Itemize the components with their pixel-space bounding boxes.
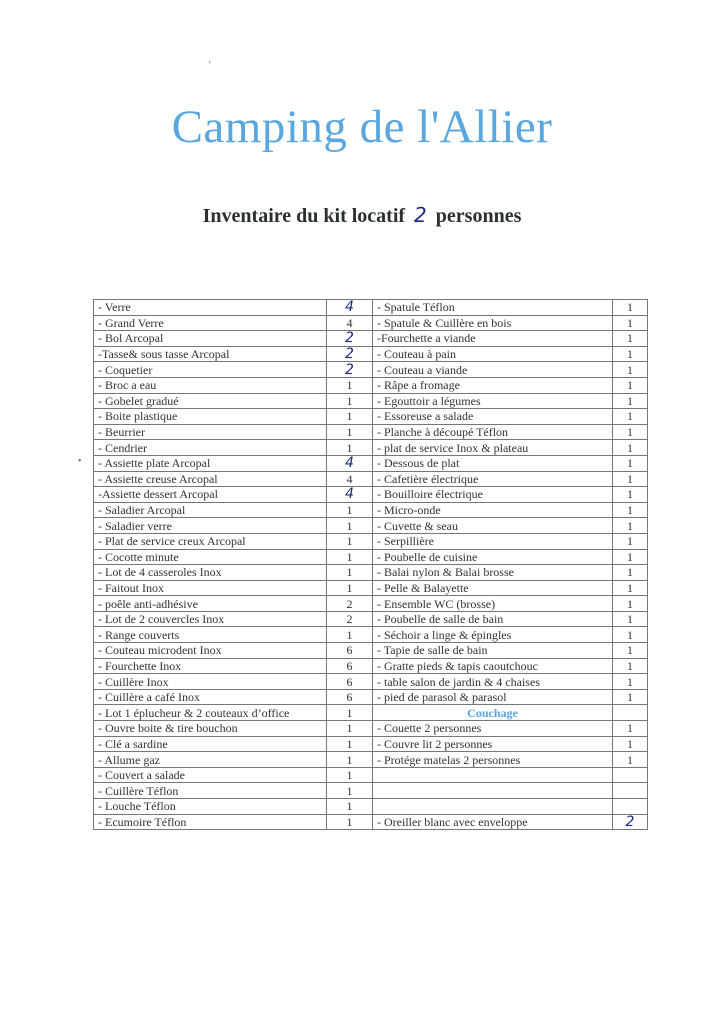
left-item-cell: - Range couverts [94, 627, 327, 643]
right-item-cell [373, 767, 613, 783]
right-qty-cell: 1 [613, 674, 648, 690]
table-row [94, 518, 648, 534]
left-qty-cell: 2 [327, 331, 373, 347]
right-qty-cell: 1 [613, 643, 648, 659]
left-qty-cell: 1 [327, 767, 373, 783]
table-row [94, 611, 648, 627]
right-item-cell: - Planche à découpé Téflon [373, 424, 613, 440]
right-item-cell [373, 799, 613, 815]
right-item-cell: - Egouttoir a légumes [373, 393, 613, 409]
left-item-cell: - Saladier verre [94, 518, 327, 534]
left-item-cell: - Couteau microdent Inox [94, 643, 327, 659]
left-qty-cell: 1 [327, 393, 373, 409]
right-item-cell: - Poubelle de cuisine [373, 549, 613, 565]
right-item-cell: - Pelle & Balayette [373, 580, 613, 596]
right-item-cell: - Couteau à pain [373, 346, 613, 362]
right-item-cell: - plat de service Inox & plateau [373, 440, 613, 456]
right-qty-cell [613, 767, 648, 783]
table-row [94, 409, 648, 425]
scan-speck: • [78, 456, 82, 467]
right-item-cell: - Séchoir a linge & épingles [373, 627, 613, 643]
table-row [94, 799, 648, 815]
left-qty-cell: 4 [327, 455, 373, 471]
left-qty-cell: 1 [327, 580, 373, 596]
left-qty-cell: 6 [327, 643, 373, 659]
subtitle-text-end: personnes [435, 205, 522, 227]
table-row [94, 455, 648, 471]
right-item-cell: - Oreiller blanc avec enveloppe [373, 814, 613, 830]
left-qty-cell: 1 [327, 783, 373, 799]
left-item-cell: - Allume gaz [94, 752, 327, 768]
table-row [94, 315, 648, 331]
left-qty-cell: 4 [327, 471, 373, 487]
table-row [94, 487, 648, 503]
table-row [94, 346, 648, 362]
page-title: Camping de l'Allier [171, 101, 553, 153]
left-item-cell: - Ecumoire Téflon [94, 814, 327, 830]
right-qty-cell: 1 [613, 424, 648, 440]
table-row [94, 643, 648, 659]
right-item-cell: - Bouilloire électrique [373, 487, 613, 503]
table-row [94, 596, 648, 612]
left-item-cell: -Assiette dessert Arcopal [94, 487, 327, 503]
right-qty-cell: 1 [613, 580, 648, 596]
right-qty-cell: 1 [613, 533, 648, 549]
subtitle-text: Inventaire du kit locatif [202, 205, 406, 227]
left-qty-cell: 2 [327, 596, 373, 612]
left-qty-cell: 1 [327, 424, 373, 440]
right-item-cell: - Couette 2 personnes [373, 721, 613, 737]
table-row [94, 674, 648, 690]
right-item-cell: - Couteau a viande [373, 362, 613, 378]
right-item-cell: - Cafetière électrique [373, 471, 613, 487]
left-item-cell: - Cuillère a café Inox [94, 689, 327, 705]
table-row [94, 331, 648, 347]
left-qty-cell: 1 [327, 721, 373, 737]
inventory-table [93, 299, 648, 830]
left-item-cell: - Broc a eau [94, 377, 327, 393]
right-qty-cell: 2 [613, 814, 648, 830]
right-qty-cell: 1 [613, 409, 648, 425]
right-item-cell: - Essoreuse a salade [373, 409, 613, 425]
right-item-cell: - Micro-onde [373, 502, 613, 518]
section-header-cell: Couchage [373, 705, 613, 721]
right-qty-cell: 1 [613, 502, 648, 518]
left-qty-cell: 1 [327, 565, 373, 581]
left-item-cell: - Lot de 2 couvercles Inox [94, 611, 327, 627]
left-item-cell: - Cuillère Inox [94, 674, 327, 690]
right-item-cell: - Spatule & Cuillère en bois [373, 315, 613, 331]
right-qty-cell: 1 [613, 331, 648, 347]
table-row [94, 752, 648, 768]
right-item-cell: - Gratte pieds & tapis caoutchouc [373, 658, 613, 674]
left-item-cell: - Louche Téflon [94, 799, 327, 815]
right-item-cell: - Balai nylon & Balai brosse [373, 565, 613, 581]
right-item-cell: - Dessous de plat [373, 455, 613, 471]
left-qty-cell: 4 [327, 315, 373, 331]
left-item-cell: - Grand Verre [94, 315, 327, 331]
left-item-cell: - Fourchette Inox [94, 658, 327, 674]
table-row [94, 705, 648, 721]
left-qty-cell: 1 [327, 502, 373, 518]
left-qty-cell: 1 [327, 752, 373, 768]
table-row [94, 814, 648, 830]
left-qty-cell: 1 [327, 549, 373, 565]
left-item-cell: - Clé a sardine [94, 736, 327, 752]
left-qty-cell: 1 [327, 799, 373, 815]
right-qty-cell [613, 783, 648, 799]
table-row [94, 767, 648, 783]
right-item-cell: - Râpe a fromage [373, 377, 613, 393]
table-row [94, 549, 648, 565]
table-row [94, 783, 648, 799]
table-row [94, 471, 648, 487]
right-qty-cell: 1 [613, 736, 648, 752]
right-qty-cell: 1 [613, 721, 648, 737]
left-item-cell: - Cendrier [94, 440, 327, 456]
table-row [94, 362, 648, 378]
right-qty-cell: 1 [613, 627, 648, 643]
left-qty-cell: 6 [327, 658, 373, 674]
right-qty-cell: 1 [613, 596, 648, 612]
left-qty-cell: 1 [327, 705, 373, 721]
left-item-cell: - Faitout Inox [94, 580, 327, 596]
left-qty-cell: 1 [327, 627, 373, 643]
left-item-cell: - Lot 1 éplucheur & 2 couteaux d’office [94, 705, 327, 721]
right-qty-cell [613, 799, 648, 815]
right-item-cell: -Fourchette a viande [373, 331, 613, 347]
left-item-cell: - Coquetier [94, 362, 327, 378]
left-qty-cell: 6 [327, 689, 373, 705]
left-item-cell: - Lot de 4 casseroles Inox [94, 565, 327, 581]
table-row [94, 300, 648, 316]
right-qty-cell: 1 [613, 455, 648, 471]
page-subtitle [0, 203, 724, 228]
table-row [94, 440, 648, 456]
right-qty-cell: 1 [613, 487, 648, 503]
left-qty-cell: 1 [327, 518, 373, 534]
table-row [94, 689, 648, 705]
left-item-cell: -Tasse& sous tasse Arcopal [94, 346, 327, 362]
left-item-cell: - Beurrier [94, 424, 327, 440]
left-qty-cell: 1 [327, 814, 373, 830]
right-item-cell: - Serpillière [373, 533, 613, 549]
left-qty-cell: 4 [327, 300, 373, 316]
table-row [94, 658, 648, 674]
right-qty-cell: 1 [613, 346, 648, 362]
table-row [94, 502, 648, 518]
left-item-cell: - Boite plastique [94, 409, 327, 425]
left-item-cell: - Couvert a salade [94, 767, 327, 783]
left-qty-cell: 1 [327, 409, 373, 425]
left-qty-cell: 2 [327, 346, 373, 362]
left-item-cell: - Verre [94, 300, 327, 316]
right-item-cell: - Spatule Téflon [373, 300, 613, 316]
right-qty-cell: 1 [613, 377, 648, 393]
right-qty-cell: 1 [613, 549, 648, 565]
right-qty-cell: 1 [613, 440, 648, 456]
left-qty-cell: 2 [327, 362, 373, 378]
left-item-cell: - Gobelet gradué [94, 393, 327, 409]
right-item-cell [373, 783, 613, 799]
table-row [94, 565, 648, 581]
left-item-cell: - Assiette plate Arcopal [94, 455, 327, 471]
left-item-cell: - Cocotte minute [94, 549, 327, 565]
right-item-cell: - Couvre lit 2 personnes [373, 736, 613, 752]
left-item-cell: - Plat de service creux Arcopal [94, 533, 327, 549]
table-row [94, 377, 648, 393]
left-qty-cell: 1 [327, 533, 373, 549]
right-item-cell: - Tapie de salle de bain [373, 643, 613, 659]
right-item-cell: - Poubelle de salle de bain [373, 611, 613, 627]
right-item-cell: - pied de parasol & parasol [373, 689, 613, 705]
right-qty-cell: 1 [613, 518, 648, 534]
subtitle-handwritten-number: 2 [414, 203, 427, 227]
right-item-cell: - Protége matelas 2 personnes [373, 752, 613, 768]
left-item-cell: - Bol Arcopal [94, 331, 327, 347]
left-qty-cell: 1 [327, 736, 373, 752]
right-qty-cell: 1 [613, 471, 648, 487]
right-item-cell: - Ensemble WC (brosse) [373, 596, 613, 612]
table-row [94, 424, 648, 440]
right-qty-cell: 1 [613, 362, 648, 378]
right-qty-cell: 1 [613, 611, 648, 627]
right-qty-cell: 1 [613, 658, 648, 674]
left-qty-cell: 4 [327, 487, 373, 503]
right-item-cell: - table salon de jardin & 4 chaises [373, 674, 613, 690]
table-row [94, 736, 648, 752]
right-qty-cell: 1 [613, 300, 648, 316]
right-qty-cell: 1 [613, 315, 648, 331]
table-row [94, 721, 648, 737]
left-item-cell: - Assiette creuse Arcopal [94, 471, 327, 487]
left-item-cell: - Cuillère Téflon [94, 783, 327, 799]
table-row [94, 627, 648, 643]
right-qty-cell: 1 [613, 393, 648, 409]
left-qty-cell: 1 [327, 440, 373, 456]
left-qty-cell: 6 [327, 674, 373, 690]
left-item-cell: - Ouvre boite & tire bouchon [94, 721, 327, 737]
scan-speck: ʼ [208, 60, 212, 71]
table-row [94, 393, 648, 409]
right-item-cell: - Cuvette & seau [373, 518, 613, 534]
table-row [94, 533, 648, 549]
left-qty-cell: 1 [327, 377, 373, 393]
right-qty-cell: 1 [613, 565, 648, 581]
right-qty-cell: 1 [613, 752, 648, 768]
table-row [94, 580, 648, 596]
right-qty-cell: 1 [613, 689, 648, 705]
left-item-cell: - poêle anti-adhésive [94, 596, 327, 612]
inventory-table-body [94, 300, 648, 830]
right-qty-cell [613, 705, 648, 721]
left-qty-cell: 2 [327, 611, 373, 627]
left-item-cell: - Saladier Arcopal [94, 502, 327, 518]
